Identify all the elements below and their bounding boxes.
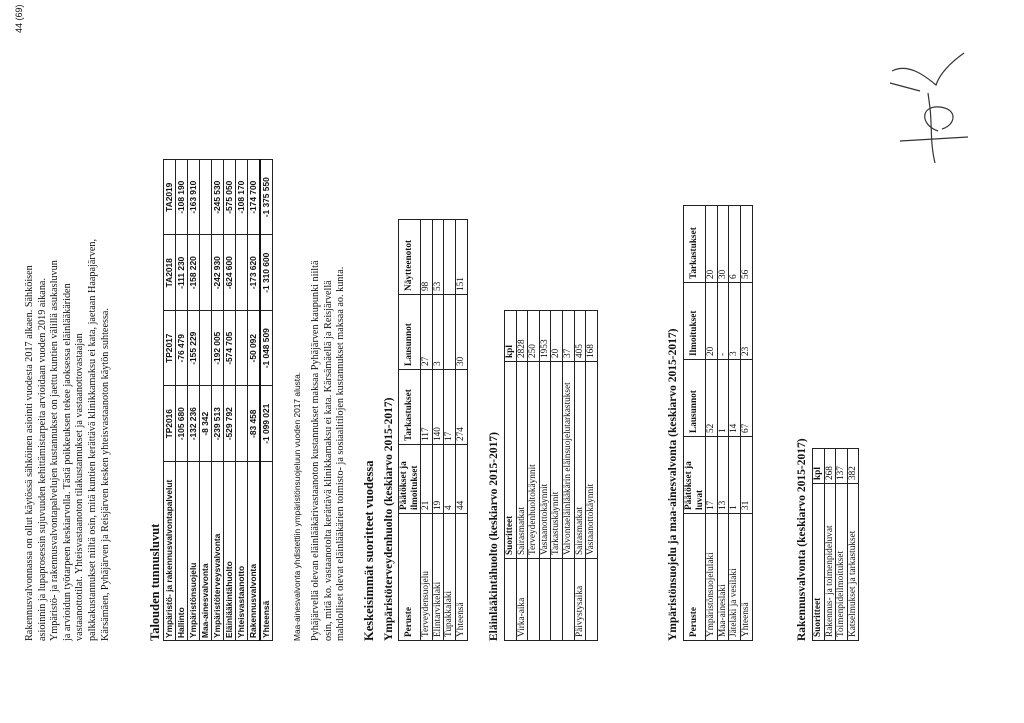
table-cell: 56 — [740, 206, 752, 283]
table-cell: 98 — [421, 220, 433, 295]
table-row — [562, 311, 574, 641]
finance-col-header: TP2017 — [164, 311, 176, 387]
table-row — [260, 160, 273, 641]
table-cell — [200, 235, 212, 311]
table-cell — [200, 311, 212, 387]
table-cell: 140 — [432, 370, 444, 445]
table-cell: 405 — [574, 311, 586, 362]
table-cell: -1 048 509 — [260, 311, 273, 387]
env-protection-heading: Ympäristönsuojelu ja maa-ainesvalvonta (keskiarvo 2015-2017) — [667, 328, 679, 641]
table-row — [516, 311, 528, 641]
env-health-col-header: Näytteenotot — [399, 220, 421, 295]
table-cell: 20 — [551, 311, 563, 362]
table-row — [188, 160, 200, 641]
table-row — [551, 311, 563, 641]
table-row — [824, 449, 836, 641]
table-cell: 17 — [444, 370, 456, 445]
table-cell: -174 700 — [248, 160, 261, 236]
table-cell: -50 092 — [248, 311, 261, 387]
table-cell: -1 099 021 — [260, 386, 273, 462]
env-protection-col-header: Lausunnot — [684, 360, 706, 437]
table-row — [236, 160, 248, 641]
table-cell: -173 620 — [248, 235, 261, 311]
table-cell: 20 — [706, 283, 718, 360]
building-control-col-header: Suoritteet — [813, 484, 825, 641]
env-protection-header-row — [684, 206, 706, 641]
table-cell: Terveydenhuoltokäynnit — [528, 362, 540, 559]
veterinary-col-header — [505, 559, 517, 641]
environmental-health-heading: Ympäristöterveydenhuolto (keskiarvo 2015-2017) — [383, 397, 395, 641]
intro-line: palkkakustannukset niiltä osin, mitä kuntien kerättävä klinikkamaksu ei kata, jaetaan Haapajärven, — [86, 239, 98, 641]
building-control-col-header: kpl — [813, 449, 825, 484]
table-cell: 3 — [729, 283, 741, 360]
intro-line: Ympäristö- ja rakennusvalvontapalvelujen kustannukset on jaettu kuntien välillä asukasluvun — [49, 260, 61, 641]
table-row — [586, 311, 598, 641]
table-cell: -192 005 — [212, 311, 224, 387]
table-cell — [444, 295, 456, 370]
table-row — [706, 206, 718, 641]
table-cell: Elintarvikelaki — [432, 514, 444, 641]
veterinary-col-header: kpl — [505, 311, 517, 362]
building-control-header-row — [813, 449, 825, 641]
table-cell: 53 — [432, 220, 444, 295]
table-cell: -163 910 — [188, 160, 200, 236]
env-protection-col-header: Peruste — [684, 514, 706, 641]
intro-paragraph — [24, 56, 112, 641]
table-cell: 23 — [740, 283, 752, 360]
env-protection-table — [683, 205, 753, 641]
table-cell: 30 — [455, 295, 467, 370]
env-health-col-header-line: Päätökset ja — [399, 461, 409, 510]
table-cell: Yhteensä — [740, 514, 752, 641]
table-cell: -132 236 — [188, 386, 200, 462]
intro-line: Kärsämäen, Pyhäjärven ja Reisjärven kesken yhteisvastaanoton käytön suhteessa. — [99, 308, 111, 641]
table-cell: 137 — [836, 449, 848, 484]
pyhajarvi-paragraph — [310, 56, 348, 641]
table-row — [200, 160, 212, 641]
table-cell: 52 — [706, 360, 718, 437]
table-cell: Rakennusvalvonta — [248, 462, 261, 641]
finance-table — [163, 159, 273, 641]
table-cell: Yhteensä — [260, 462, 273, 641]
table-cell: 67 — [740, 360, 752, 437]
table-cell: -158 220 — [188, 235, 200, 311]
finance-note: Maa-ainesvalvonta yhdistettiin ympäristönsuojeluun vuoden 2017 alusta. — [292, 371, 302, 641]
env-protection-col-header: Tarkastukset — [684, 206, 706, 283]
table-cell: 382 — [847, 449, 859, 484]
env-protection-body — [706, 206, 752, 641]
table-cell: 31 — [740, 437, 752, 514]
env-health-col-header: Peruste — [399, 514, 421, 641]
table-cell: Valvontaeläinlääkärin eläinsuojelutarkastukset — [562, 362, 574, 559]
table-cell: -624 600 — [224, 235, 236, 311]
table-cell: 151 — [455, 220, 467, 295]
building-control-body — [824, 449, 859, 641]
table-cell: -245 530 — [212, 160, 224, 236]
table-cell: -111 230 — [176, 235, 188, 311]
table-cell: 1953 — [539, 311, 551, 362]
veterinary-col-header: Suoritteet — [505, 362, 517, 559]
table-cell: 17 — [706, 437, 718, 514]
env-protection-col-header: Ilmoitukset — [684, 283, 706, 360]
env-protection-col-header-line: luvat — [694, 489, 705, 510]
table-row — [212, 160, 224, 641]
table-cell: 250 — [528, 311, 540, 362]
table-cell: -1 310 600 — [260, 235, 273, 311]
env-health-col-header-line: ilmoitukset — [409, 465, 420, 510]
table-cell: 30 — [717, 206, 729, 283]
table-cell: 21 — [421, 445, 433, 514]
table-cell: -574 705 — [224, 311, 236, 387]
table-row — [176, 160, 188, 641]
table-cell: Ympäristönsuojelu — [188, 462, 200, 641]
table-cell: 44 — [455, 445, 467, 514]
env-health-col-header — [399, 445, 421, 514]
table-row — [574, 311, 586, 641]
table-row — [444, 220, 456, 641]
table-cell: - — [717, 283, 729, 360]
table-cell — [586, 559, 598, 641]
veterinary-table — [504, 310, 598, 641]
table-cell: Toimenpideilmoitukset — [836, 484, 848, 641]
table-cell: -529 792 — [224, 386, 236, 462]
pyhajarvi-line: osin, mitä ko. vastaanotolta kerättävä klinikkamaksu ei kata. Kärsämäellä ja Reisjärvellä — [322, 280, 334, 641]
table-cell: Yhteensä — [455, 514, 467, 641]
table-cell: 20 — [706, 206, 718, 283]
env-health-body — [421, 220, 467, 641]
intro-line: asioinnin ja lupaprosessin sujuvuuden kehittämistarpeita arvioidaan vuoden 2019 aikana. — [36, 278, 48, 641]
veterinary-header-row — [505, 311, 517, 641]
finance-col-header: TA2019 — [164, 160, 176, 236]
table-cell: -1 375 550 — [260, 160, 273, 236]
table-cell: Ympäristönsuojelulaki — [706, 514, 718, 641]
table-cell: 13 — [717, 437, 729, 514]
table-cell: Sairasmatkat — [574, 362, 586, 559]
table-cell: 268 — [824, 449, 836, 484]
intro-line: Rakennusvalvonnassa on ollut käytössä sähköinen asiointi vuodesta 2017 alkaen. Sähköisen — [24, 265, 35, 641]
building-control-heading: Rakennusvalvonta (keskiarvo 2015-2017) — [796, 438, 808, 641]
table-cell: 37 — [562, 311, 574, 362]
table-cell: 274 — [455, 370, 467, 445]
table-cell: Vastaanottokäynnit — [586, 362, 598, 559]
env-health-col-header: Tarkastukset — [399, 370, 421, 445]
finance-header-row — [164, 160, 176, 641]
table-row — [224, 160, 236, 641]
table-cell: 3 — [432, 295, 444, 370]
table-cell: -105 680 — [176, 386, 188, 462]
table-cell — [551, 559, 563, 641]
env-protection-col-header-line: Päätökset ja — [684, 461, 694, 510]
table-cell: Maa-ainesvalvonta — [200, 462, 212, 641]
table-cell: 1 — [717, 360, 729, 437]
table-cell: Virka-aika — [516, 559, 528, 641]
table-cell: -108 190 — [176, 160, 188, 236]
table-cell: -83 458 — [248, 386, 261, 462]
table-cell: 1 — [729, 437, 741, 514]
table-cell: -242 930 — [212, 235, 224, 311]
finance-col-header: TA2018 — [164, 235, 176, 311]
table-row — [432, 220, 444, 641]
finance-body — [176, 160, 273, 641]
table-row — [740, 206, 752, 641]
table-cell: 27 — [421, 295, 433, 370]
table-row — [729, 206, 741, 641]
table-cell: 14 — [729, 360, 741, 437]
table-row — [836, 449, 848, 641]
table-cell — [236, 235, 248, 311]
table-cell: Rakennus- ja toimenpideluvat — [824, 484, 836, 641]
pyhajarvi-line: Pyhäjärvellä olevan eläinlääkärivastaanoton kustannukset maksaa Pyhäjärven kaupunki niiltä — [310, 260, 321, 641]
table-cell: 2828 — [516, 311, 528, 362]
table-cell: -575 050 — [224, 160, 236, 236]
table-cell: Jätelaki ja vesilaki — [729, 514, 741, 641]
table-row — [717, 206, 729, 641]
veterinary-body — [516, 311, 597, 641]
table-cell: -76 479 — [176, 311, 188, 387]
table-cell: 4 — [444, 445, 456, 514]
table-cell — [539, 559, 551, 641]
table-cell: Katselmukset ja tarkastukset — [847, 484, 859, 641]
table-cell: 6 — [729, 206, 741, 283]
table-cell: Yhteisvastaanotto — [236, 462, 248, 641]
table-cell: Vastaanottokäynnit — [539, 362, 551, 559]
table-cell: Maa-aineslaki — [717, 514, 729, 641]
table-cell: 168 — [586, 311, 598, 362]
table-cell: Hallinto — [176, 462, 188, 641]
pyhajarvi-line: mahdolliset olevat eläinlääkärien toimisto- ja sosiaalitilojen kustannukset maksaa ao. kunta. — [335, 266, 347, 641]
table-row — [421, 220, 433, 641]
intro-line: ja arvioidun työtarpeen keskiarvolla. Tästä poikkeuksen tekee jaoksessa eläinlääkäriden — [61, 283, 73, 641]
env-health-col-header: Lausunnot — [399, 295, 421, 370]
table-row — [847, 449, 859, 641]
table-cell — [236, 311, 248, 387]
table-cell: Terveydensuojelu — [421, 514, 433, 641]
table-cell: Päivystysaika — [574, 559, 586, 641]
table-row — [248, 160, 261, 641]
table-cell — [562, 559, 574, 641]
handwritten-signature — [880, 33, 1000, 203]
table-cell: Ympäristöterveysvalvonta — [212, 462, 224, 641]
table-cell — [528, 559, 540, 641]
env-health-header-row — [399, 220, 421, 641]
table-cell: Tupakkalaki — [444, 514, 456, 641]
table-cell: -155 229 — [188, 311, 200, 387]
finance-col-header: Ympäristö- ja rakennusvalvontapalvelut — [164, 462, 176, 641]
veterinary-heading: Eläinlääkintähuolto (keskiarvo 2015-2017) — [488, 432, 500, 641]
table-cell: -8 342 — [200, 386, 212, 462]
table-row — [539, 311, 551, 641]
environmental-health-table — [398, 219, 468, 641]
table-cell: Eläinlääkintähuolto — [224, 462, 236, 641]
table-cell: -108 170 — [236, 160, 248, 236]
table-row — [528, 311, 540, 641]
table-cell: 19 — [432, 445, 444, 514]
table-row — [455, 220, 467, 641]
table-cell — [200, 160, 212, 236]
finance-heading: Talouden tunnusluvut — [148, 523, 162, 641]
intro-line: vastaanottotilat. Yhteisvastaanoton tilakustannukset ja vastaanottovastaajan — [74, 333, 86, 641]
env-protection-col-header — [684, 437, 706, 514]
table-cell: -239 513 — [212, 386, 224, 462]
table-cell: 117 — [421, 370, 433, 445]
table-cell — [236, 386, 248, 462]
building-control-table — [812, 448, 859, 641]
table-cell: Tarkastuskäynnit — [551, 362, 563, 559]
table-cell: Sairasmatkat — [516, 362, 528, 559]
page-number: 44 (69) — [14, 4, 24, 33]
finance-col-header: TP2016 — [164, 386, 176, 462]
table-cell — [444, 220, 456, 295]
key-outputs-heading: Keskeisimmät suoritteet vuodessa — [362, 460, 376, 641]
